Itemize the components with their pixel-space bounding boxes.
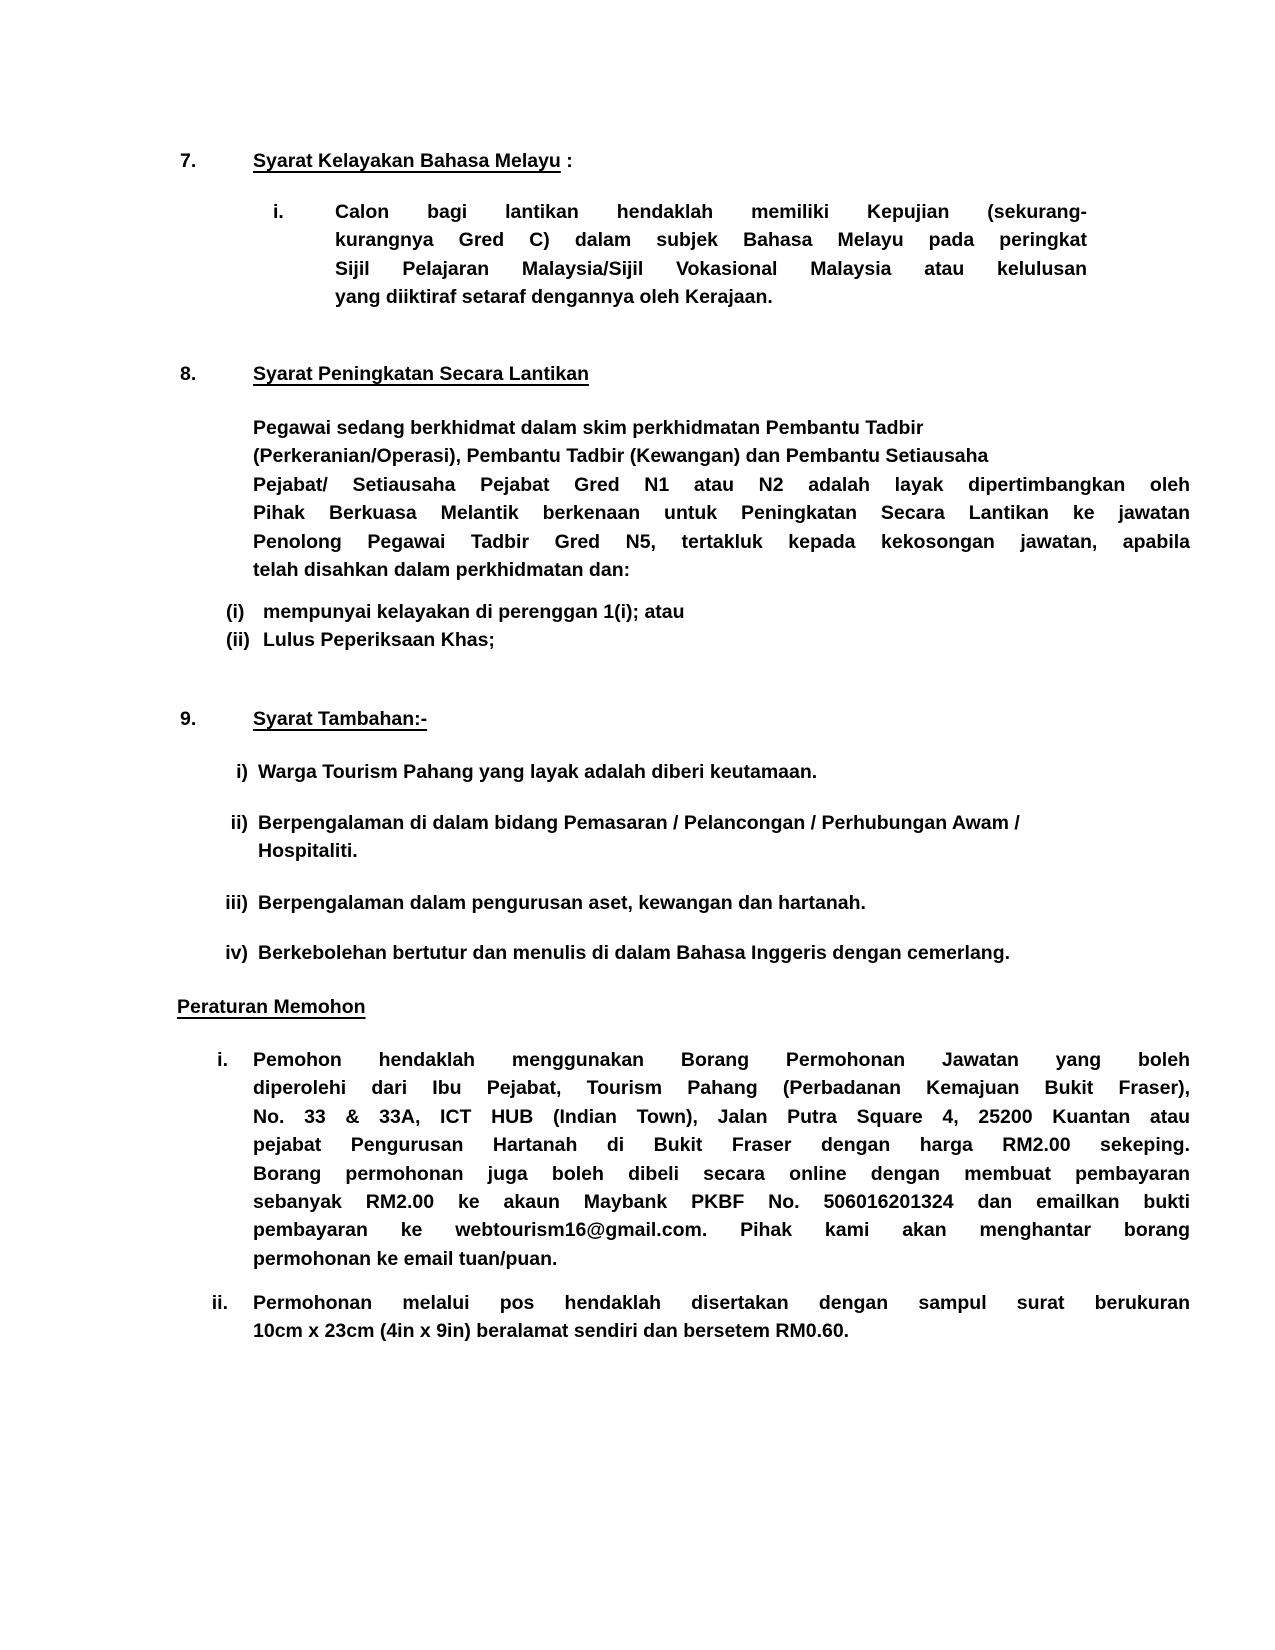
section-7-title: Syarat Kelayakan Bahasa Melayu: [253, 150, 561, 172]
application-rules-title: Peraturan Memohon: [177, 996, 366, 1018]
paragraph-line: diperolehi dari Ibu Pejabat, Tourism Pahang (Perbadanan Kemajuan Bukit Fraser),: [253, 1077, 1190, 1100]
section-9-heading: [253, 705, 427, 733]
application-rules-heading: [177, 993, 366, 1021]
list-item-marker: ii.: [211, 1292, 228, 1314]
subitem-text: Lulus Peperiksaan Khas;: [263, 629, 495, 652]
paragraph-line: Warga Tourism Pahang yang layak adalah diberi keutamaan.: [258, 761, 818, 783]
section-8-subitem-texts: [263, 598, 685, 655]
list-item: [258, 889, 1178, 917]
paragraph-line: Pegawai sedang berkhidmat dalam skim perkhidmatan Pembantu Tadbir: [253, 417, 924, 439]
subitem-marker: (i): [226, 601, 245, 623]
section-8-title: Syarat Peningkatan Secara Lantikan: [253, 363, 589, 385]
section-7-heading: [253, 147, 573, 175]
paragraph-line: yang diiktiraf setaraf dengannya oleh Kerajaan.: [335, 286, 773, 309]
section-7-number: 7.: [180, 150, 197, 172]
section-9-number: 9.: [180, 708, 197, 730]
section-8-number: 8.: [180, 363, 197, 385]
subitem-text: mempunyai kelayakan di perenggan 1(i); atau: [263, 601, 685, 623]
section-8-heading: [253, 360, 589, 388]
list-item-marker: ii): [230, 812, 248, 834]
list-item-marker: iv): [225, 942, 248, 964]
paragraph-line: Berpengalaman di dalam bidang Pemasaran / Pelancongan / Perhubungan Awam /: [258, 812, 1020, 834]
list-item-marker: iii): [225, 892, 248, 914]
paragraph-line: 10cm x 23cm (4in x 9in) beralamat sendiri dan bersetem RM0.60.: [253, 1320, 850, 1343]
paragraph-line: Hospitaliti.: [258, 840, 358, 863]
list-item-marker: i.: [217, 1049, 228, 1071]
section-7-title-suffix: :: [560, 150, 573, 172]
paragraph-line: pejabat Pengurusan Hartanah di Bukit Fraser dengan harga RM2.00 sekeping.: [253, 1134, 1190, 1157]
application-rules-item: [253, 1046, 1190, 1273]
paragraph-line: Sijil Pelajaran Malaysia/Sijil Vokasional Malaysia atau kelulusan: [335, 257, 1087, 280]
paragraph-line: Berpengalaman dalam pengurusan aset, kewangan dan hartanah.: [258, 892, 866, 914]
list-item-marker: i): [236, 761, 248, 783]
paragraph-line: (Perkeranian/Operasi), Pembantu Tadbir (Kewangan) dan Pembantu Setiausaha: [253, 445, 989, 468]
section-9-title: Syarat Tambahan:-: [253, 708, 428, 730]
paragraph-line: Calon bagi lantikan hendaklah memiliki Kepujian (sekurang-: [335, 201, 1087, 223]
paragraph-line: sebanyak RM2.00 ke akaun Maybank PKBF No. 506016201324 dan emailkan bukti: [253, 1191, 1190, 1214]
paragraph-line: No. 33 & 33A, ICT HUB (Indian Town), Jalan Putra Square 4, 25200 Kuantan atau: [253, 1105, 1190, 1128]
list-item: [258, 758, 1178, 786]
subitem-marker: (ii): [226, 629, 250, 652]
paragraph-line: Borang permohonan juga boleh dibeli secara online dengan membuat pembayaran: [253, 1162, 1190, 1185]
paragraph-line: Permohonan melalui pos hendaklah disertakan dengan sampul surat berukuran: [253, 1292, 1190, 1314]
section-8-paragraph: [253, 414, 1190, 584]
paragraph-line: kurangnya Gred C) dalam subjek Bahasa Melayu pada peringkat: [335, 229, 1087, 252]
paragraph-line: Berkebolehan bertutur dan menulis di dalam Bahasa Inggeris dengan cemerlang.: [258, 942, 1011, 964]
paragraph-line: permohonan ke email tuan/puan.: [253, 1247, 558, 1270]
paragraph-line: telah disahkan dalam perkhidmatan dan:: [253, 559, 631, 582]
paragraph-line: pembayaran ke webtourism16@gmail.com. Pihak kami akan menghantar borang: [253, 1219, 1190, 1242]
application-rules-item: [253, 1289, 1190, 1346]
list-item: [258, 939, 1178, 967]
list-item: [258, 809, 1178, 866]
section-7-item-paragraph: [335, 198, 1087, 312]
paragraph-line: Pihak Berkuasa Melantik berkenaan untuk Peningkatan Secara Lantikan ke jawatan: [253, 502, 1190, 525]
paragraph-line: Pejabat/ Setiausaha Pejabat Gred N1 atau N2 adalah layak dipertimbangkan oleh: [253, 473, 1190, 496]
paragraph-line: Penolong Pegawai Tadbir Gred N5, tertakluk kepada kekosongan jawatan, apabila: [253, 530, 1190, 553]
section-7-item-marker: i.: [273, 201, 284, 223]
paragraph-line: Pemohon hendaklah menggunakan Borang Permohonan Jawatan yang boleh: [253, 1049, 1190, 1071]
section-8-subitem-markers: [226, 598, 250, 655]
